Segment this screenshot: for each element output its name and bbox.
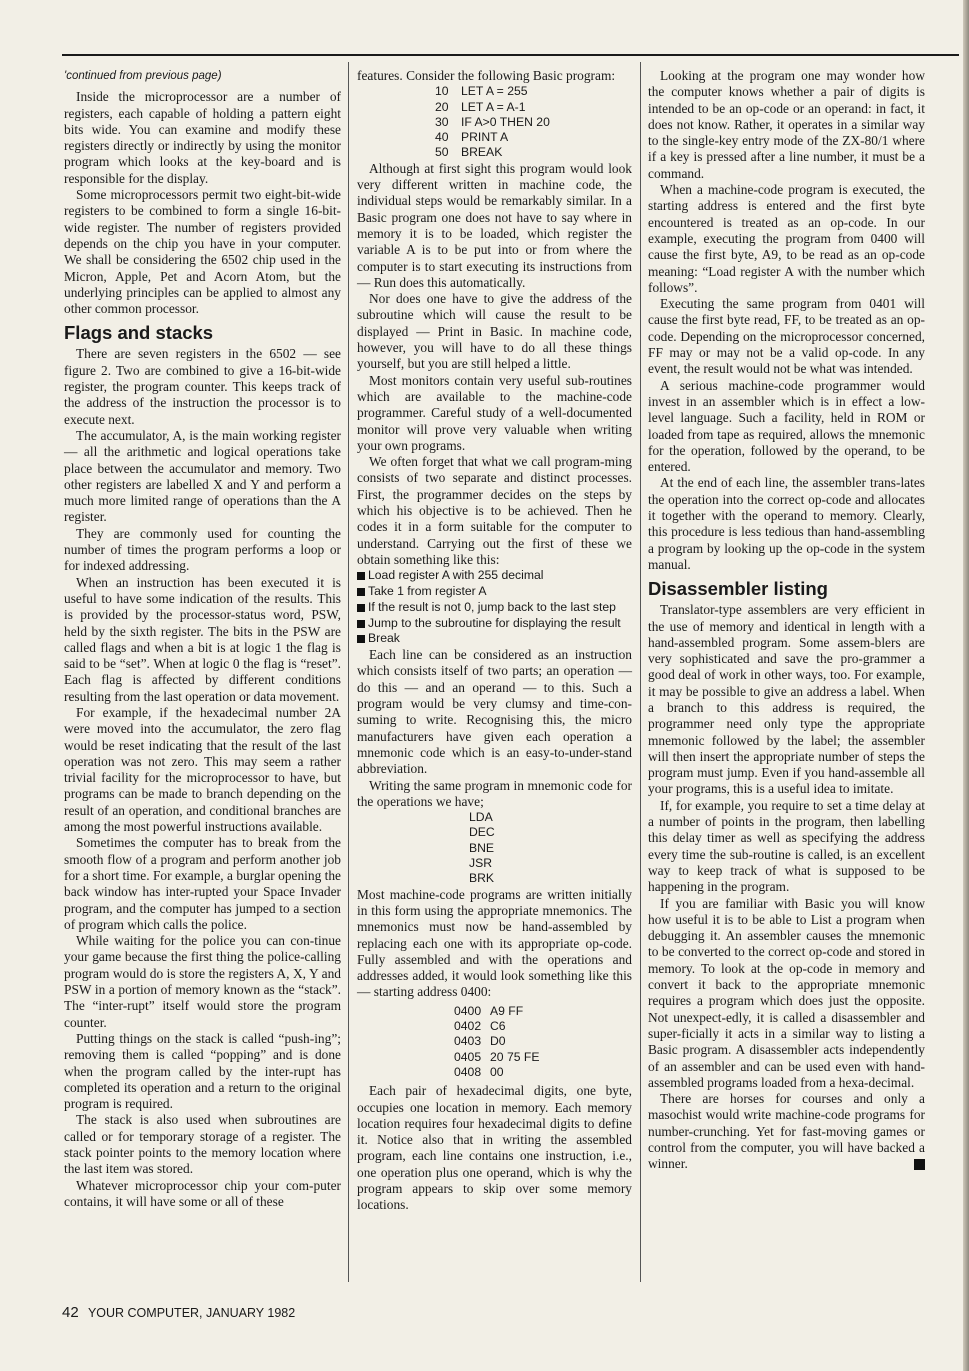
mnemonic-listing: [357, 810, 632, 886]
list-item-text: Break: [368, 631, 400, 646]
mnemonic: BNE: [469, 840, 495, 855]
list-item: [357, 600, 632, 616]
paragraph: When an instruction has been executed it is useful to have some indication of the results. This is provided by the processor-status word, PSW, held by the sixth register. The bits in the PSW are called flags and when a bit is at logic 1 the flag is said to be “set”. When at logic 0 the flag is “reset”. Each flag is affected by different conditions resulting from the last operation or data movement.: [64, 574, 341, 704]
paragraph: When a machine-code program is executed, the starting address is entered and the first byte encountered is treated as an op-code. In our example, executing the program from 0400 will cause the first byte, A9, to be read as an op-code meaning: “Load register A with the number which follows”.: [648, 182, 925, 295]
line-number: 50: [435, 145, 449, 160]
address: 0403: [454, 1034, 482, 1049]
end-of-article-square-icon: [914, 1159, 925, 1170]
list-item: [357, 631, 632, 647]
mnemonic: BRK: [469, 871, 495, 886]
column-3: [648, 68, 925, 1173]
code-line: [454, 1004, 632, 1019]
code-line: [454, 1050, 632, 1065]
address: 0402: [454, 1019, 482, 1034]
paragraph: If you are familiar with Basic you will know how useful it is to be able to List a program when debugging it. An assembler causes the mnemonic to be converted to the correct op-code and stored in memory. To look at the op-code in memory and convert it back to the appropriate mnemonic requires a program which does just the opposite. Not unexpect-edly, it is called a disassembler and super-ficially it acts in a similar way to listing a Basic program. A disassembler acts independently of an assembler and can be used even with hand-assembled programs loaded from a hexa-decimal.: [648, 895, 925, 1090]
paragraph: Looking at the program one may wonder how the computer knows whether a pair of digits is intended to be an op-code or an operand: in fact, it does not know. Rather, it operates in a similar way to the single-key entry mode of the ZX-80/1 where if a key is pressed after a line number, it must be a command.: [648, 68, 925, 181]
paragraph-text: There are horses for courses and only a masochist would write machine-code programs for number-crunching. Yet for fast-moving games or control from the computer, you will have backed a winner.: [648, 1091, 925, 1172]
paragraph: For example, if the hexadecimal number 2A were moved into the accumulator, the zero flag would be reset indicating that the result of the last operation was not zero. This may seem a rather trivial facility for the microprocessor to have, but programs can be made to branch depending on the result of an operation, and conditional branches are among the most powerful instructions available.: [64, 704, 341, 835]
paragraph: We often forget that what we call program-ming consists of two separate and distinct processes. First, the programmer decides on the steps by which his objective is to be achieved. Then he codes it in a form suitable for the computer to understand. Carrying out the first of these we obtain something like this:: [357, 454, 632, 567]
line-number: 30: [435, 114, 449, 129]
code-line: [435, 100, 632, 115]
line-code: BREAK: [461, 145, 503, 160]
section-heading-disassembler-listing: Disassembler listing: [648, 578, 828, 600]
code-line: [435, 84, 632, 99]
address: 0405: [454, 1049, 482, 1064]
paragraph: The accumulator, A, is the main working register — all the arithmetic and logical operations take place between the accumulator and memory. Two other registers are labelled X and Y and perform a much more limited range of operations than the A register.: [64, 427, 341, 525]
paragraph: Each pair of hexadecimal digits, one byte, occupies one location in memory. Each memory location requires four hexadecimal digits to define it. Notice also that in writing the assembled program, each line contains one instruction, i.e., one operation plus one operand, which is why the program appears to skip over some memory locations.: [357, 1083, 632, 1213]
paragraph: Sometimes the computer has to break from the smooth flow of a program and perform another job for a short time. For example, a burglar opening the back window has inter-rupted your Space Invader program, and the computer has jumped to a section of program which calls the police.: [64, 835, 341, 932]
mnemonic: DEC: [469, 825, 495, 840]
continued-note: 'continued from previous page): [64, 70, 222, 82]
bullet-square-icon: [357, 604, 365, 612]
code-line: [454, 1019, 632, 1034]
basic-program-listing: [357, 84, 632, 160]
paragraph: Writing the same program in mnemonic code for the operations we have;: [357, 777, 632, 809]
op-code: 20 75 FE: [490, 1049, 540, 1064]
paragraph: features. Consider the following Basic program:: [357, 68, 616, 83]
paragraph: Translator-type assemblers are very efficient in the use of memory and identical in length with a hand-assembled program. Some assem-blers are very sophisticated and save the pro-grammer a good deal of work in other ways, too. For example, it may be possible to give an address a label. When a branch to this address is required, the programmer need only type the appropriate mnemonic followed by the label; the assembler will then insert the appropriate number of steps the program must jump. Even if you hand-assemble all your programs, this is a useful idea to imitate.: [648, 602, 925, 797]
column-2: [357, 68, 632, 1214]
code-line: [435, 115, 632, 130]
code-line: [435, 130, 632, 145]
list-item-text: Load register A with 255 decimal: [368, 568, 544, 583]
column-divider-2: [640, 62, 641, 1282]
code-line: [454, 1034, 632, 1049]
paragraph: There are seven registers in the 6502 — see figure 2. Two are combined to give a 16-bit-wide register, the program counter. This keeps track of the address of the instruction the processor is to execute next.: [64, 346, 341, 427]
mnemonic: LDA: [469, 810, 493, 825]
line-number: 10: [435, 84, 449, 99]
paragraph: Each line can be considered as an instruction which consists itself of two parts; an operation — do this — and an operand — to this. Such a program would be very clumsy and time-con-suming to write. Recognising this, the micro manufacturers have given each operation a mnemonic code which is an easy-to-under-stand abbreviation.: [357, 647, 632, 777]
line-code: IF A>0 THEN 20: [461, 114, 550, 129]
paragraph: Executing the same program from 0401 will cause the first byte read, FF, to be treated as an op-code. Depending on the microprocessor concerned, FF may or may not be a valid op-code. In any event, the result would not be what was intended.: [648, 296, 925, 377]
paragraph: Most machine-code programs are written initially in this form using the appropriate mnemonics. The mnemonics must now be hand-assembled by replacing each one with its appropriate op-code. Fully assembled and with the operations and addresses added, it would look something like this — starting address 0400:: [357, 886, 632, 1000]
page-spine-shadow: [963, 0, 969, 1371]
paragraph: Putting things on the stack is called “push-ing”; removing them is called “popping” and is done when the program called by the inter-rupt has completed its operation and a return to the original program is required.: [64, 1030, 341, 1112]
paragraph: Although at first sight this program would look very different written in machine code, the individual steps would be remarkably similar. In a Basic program one does not have to say where in memory it is to be loaded, which register the variable A is to be put into or from where the computer is to start executing its instructions from — Run does this automatically.: [357, 160, 632, 290]
paragraph: Whatever microprocessor chip your com-puter contains, it will have some or all of these: [64, 1177, 341, 1209]
paragraph: At the end of each line, the assembler trans-lates the operation into the correct op-code and allocates it together with the operand to memory. Clearly, this procedure is less tedious than hand-assembling a program by looking up the op-code in the system manual.: [648, 475, 925, 572]
line-code: LET A = 255: [461, 84, 528, 99]
address: 0400: [454, 1003, 482, 1018]
bullet-square-icon: [357, 588, 365, 596]
op-code: A9 FF: [490, 1003, 524, 1018]
paragraph: Most monitors contain very useful sub-routines which are available to the machine-code programmer. Careful study of a well-documented monitor will prove very valuable when writing your own programs.: [357, 372, 632, 453]
paragraph: Inside the microprocessor are a number of registers, each capable of holding a pattern eight bits wide. You can examine and modify these registers directly or indirectly by using the monitor program which looks at the key-board and is responsible for the display.: [64, 89, 341, 186]
paragraph: Nor does one have to give the address of the subroutine which will cause the result to be displayed — Print in Basic. In machine code, however, you will have to do all these things yourself, but you are still helped a little.: [357, 291, 632, 372]
address: 0408: [454, 1064, 482, 1079]
column-1: [64, 68, 341, 1210]
section-heading-flags-and-stacks: Flags and stacks: [64, 322, 214, 344]
column-divider-1: [348, 62, 349, 1282]
paragraph: The stack is also used when subroutines are called or for temporary storage of a register. The stack pointer points to the memory location where the last item was stored.: [64, 1112, 341, 1177]
list-item: [357, 568, 632, 584]
paragraph: They are commonly used for counting the number of times the program performs a loop or for indexed addressing.: [64, 525, 341, 574]
step-list: [357, 568, 632, 647]
code-line: [454, 1065, 632, 1080]
line-code: LET A = A-1: [461, 99, 526, 114]
list-item-text: Jump to the subroutine for displaying the result: [368, 615, 621, 630]
line-number: 40: [435, 130, 449, 145]
list-item-text: Take 1 from register A: [368, 584, 487, 598]
assembled-listing: [357, 1004, 632, 1080]
op-code: 00: [490, 1064, 504, 1079]
mnemonic: JSR: [469, 856, 493, 871]
op-code: C6: [490, 1019, 506, 1034]
bullet-square-icon: [357, 635, 365, 643]
publication-line: YOUR COMPUTER, JANUARY 1982: [87, 1306, 296, 1320]
page-footer: [62, 1304, 295, 1321]
line-number: 20: [435, 99, 449, 114]
paragraph: If, for example, you require to set a time delay at a number of points in the program, then labelling this delay timer as well as specifying the address every time the sub-routine is called, is an excellent way to keep track of what is supposed to be happening in the program.: [648, 797, 925, 895]
bullet-square-icon: [357, 620, 365, 628]
paragraph: Some microprocessors permit two eight-bit-wide registers to be combined to form a single 16-bit-wide register. The number of registers provided depends on the chip you have in your computer. We shall be considering the 6502 chip used in the Micron, Apple, Pet and Acorn Atom, but the underlying principles can be applied to almost any other common processor.: [64, 187, 341, 317]
op-code: D0: [490, 1034, 506, 1049]
code-line: [435, 145, 632, 160]
list-item: [357, 584, 632, 600]
paragraph: While waiting for the police you can con-tinue your game because the first thing the police-calling program would do is store the registers A, X, Y and PSW in a portion of memory known as the “stack”. The “inter-rupt” itself would store the program counter.: [64, 933, 341, 1030]
top-rule: [62, 54, 959, 56]
paragraph: [648, 1091, 925, 1172]
paragraph: A serious machine-code programmer would invest in an assembler which is in effect a low-level language. Such a facility, held in ROM or loaded from tape as required, allows the mnemonic for the operation, followed by the operand, to be entered.: [648, 377, 925, 475]
bullet-square-icon: [357, 572, 365, 580]
line-code: PRINT A: [461, 130, 509, 145]
list-item-text: If the result is not 0, jump back to the last step: [368, 599, 616, 614]
list-item: [357, 616, 632, 632]
page-number: 42: [62, 1304, 79, 1321]
